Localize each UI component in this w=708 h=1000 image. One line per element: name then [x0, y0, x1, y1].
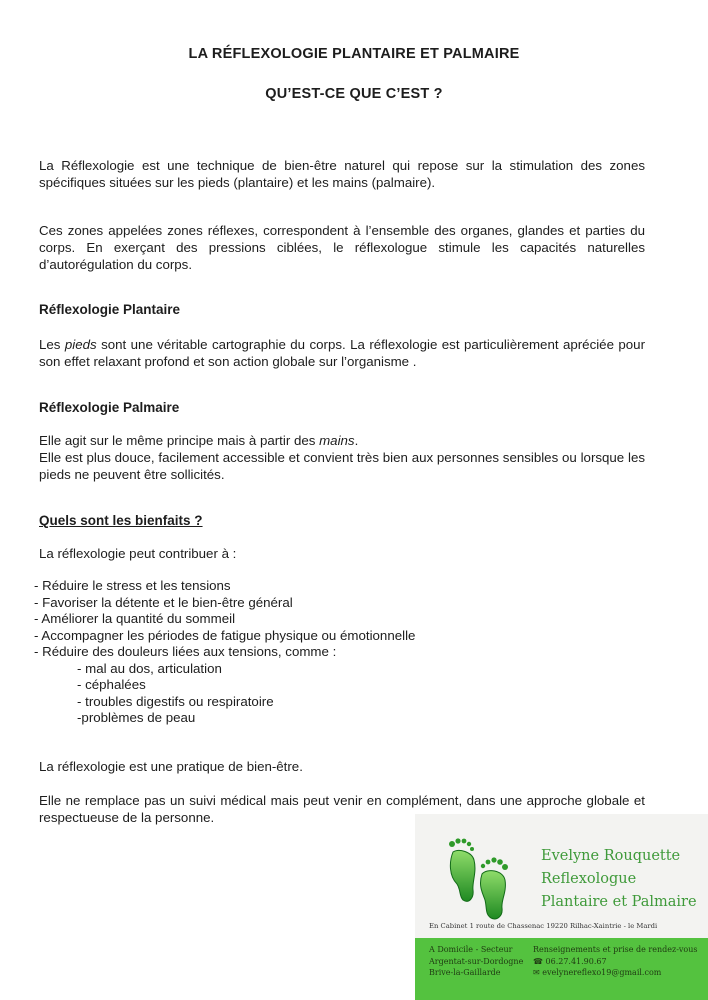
- card-address: En Cabinet 1 route de Chassenac 19220 Rilhac-Xaintrie - le Mardi: [429, 922, 658, 930]
- footprints-logo-icon: [447, 838, 511, 922]
- card-area-2: Brive-la-Gaillarde: [429, 968, 501, 977]
- card-contact-band: [415, 938, 708, 1000]
- list-item: - Accompagner les périodes de fatigue physique ou émotionnelle: [34, 627, 416, 643]
- list-subitem: - troubles digestifs ou respiratoire: [77, 693, 274, 709]
- plantaire-heading: Réflexologie Plantaire: [39, 302, 181, 317]
- card-home-label: A Domicile - Secteur: [429, 945, 513, 954]
- list-subitem: -problèmes de peau: [77, 710, 196, 725]
- palmaire-line-1: [39, 432, 645, 449]
- intro-paragraph-1: La Réflexologie est une technique de bien-être naturel qui repose sur la stimulation des zones spécifiques situées sur les pieds (plantaire) et les mains (palmaire).: [39, 158, 645, 190]
- list-item: - Réduire le stress et les tensions: [34, 578, 231, 593]
- card-info-column: [533, 944, 698, 979]
- page-subtitle: QU’EST-CE QUE C’EST ?: [265, 86, 443, 102]
- card-email-line: [533, 967, 698, 979]
- palmaire-line1-a: Elle agit sur le même principe mais à partir des: [39, 433, 320, 448]
- plantaire-text-em: pieds: [64, 337, 97, 352]
- list-item: - Améliorer la quantité du sommeil: [34, 611, 236, 626]
- card-home-column: [429, 944, 523, 979]
- mail-icon: ✉: [533, 968, 540, 977]
- bienfaits-lead: La réflexologie peut contribuer à :: [39, 546, 237, 561]
- closing-paragraph-1: La réflexologie est une pratique de bien-être.: [39, 759, 303, 774]
- palmaire-line1-em: mains: [319, 433, 355, 448]
- business-card: [415, 814, 708, 1000]
- plantaire-paragraph: [39, 336, 645, 370]
- list-subitem: - mal au dos, articulation: [77, 660, 222, 676]
- page-title: LA RÉFLEXOLOGIE PLANTAIRE ET PALMAIRE: [188, 46, 520, 62]
- palmaire-line-2: Elle est plus douce, facilement accessible et convient très bien aux personnes sensibles ou lorsque les pieds ne peuvent être sollicités.: [39, 450, 645, 482]
- card-area-1: Argentat-sur-Dordogne: [429, 956, 524, 966]
- closing-paragraph-2: Elle ne remplace pas un suivi médical mais peut venir en complément, dans une approche globale et respectueuse de la personne.: [39, 793, 645, 825]
- plantaire-text-b: sont une véritable cartographie du corps. La réflexologie est particulièrement apréciée pour son effet relaxant profond et son action globale sur l’organisme .: [39, 337, 646, 369]
- palmaire-line1-b: .: [354, 433, 359, 448]
- card-role: Reflexologue: [541, 871, 637, 887]
- bienfaits-list: [34, 578, 415, 727]
- card-specialty: Plantaire et Palmaire: [541, 894, 697, 910]
- card-info-label: Renseignements et prise de rendez-vous: [533, 945, 698, 954]
- card-phone: 06.27.41.90.67: [545, 956, 607, 966]
- list-item: - Réduire des douleurs liées aux tensions, comme :: [34, 644, 337, 659]
- list-item: - Favoriser la détente et le bien-être général: [34, 594, 293, 610]
- bienfaits-heading: Quels sont les bienfaits ?: [39, 513, 203, 528]
- card-name: Evelyne Rouquette: [541, 848, 681, 864]
- plantaire-text-a: Les: [39, 337, 65, 352]
- intro-paragraph-2: Ces zones appelées zones réflexes, correspondent à l’ensemble des organes, glandes et parties du corps. En exerçant des pressions ciblées, le réflexologue stimule les capacités naturelles d’autorégulation du corps.: [39, 223, 645, 272]
- card-email: evelynereflexo19@gmail.com: [542, 968, 662, 977]
- palmaire-heading: Réflexologie Palmaire: [39, 400, 180, 415]
- card-phone-line: [533, 956, 698, 968]
- phone-icon: ☎: [533, 956, 543, 966]
- list-subitem: - céphalées: [77, 677, 146, 692]
